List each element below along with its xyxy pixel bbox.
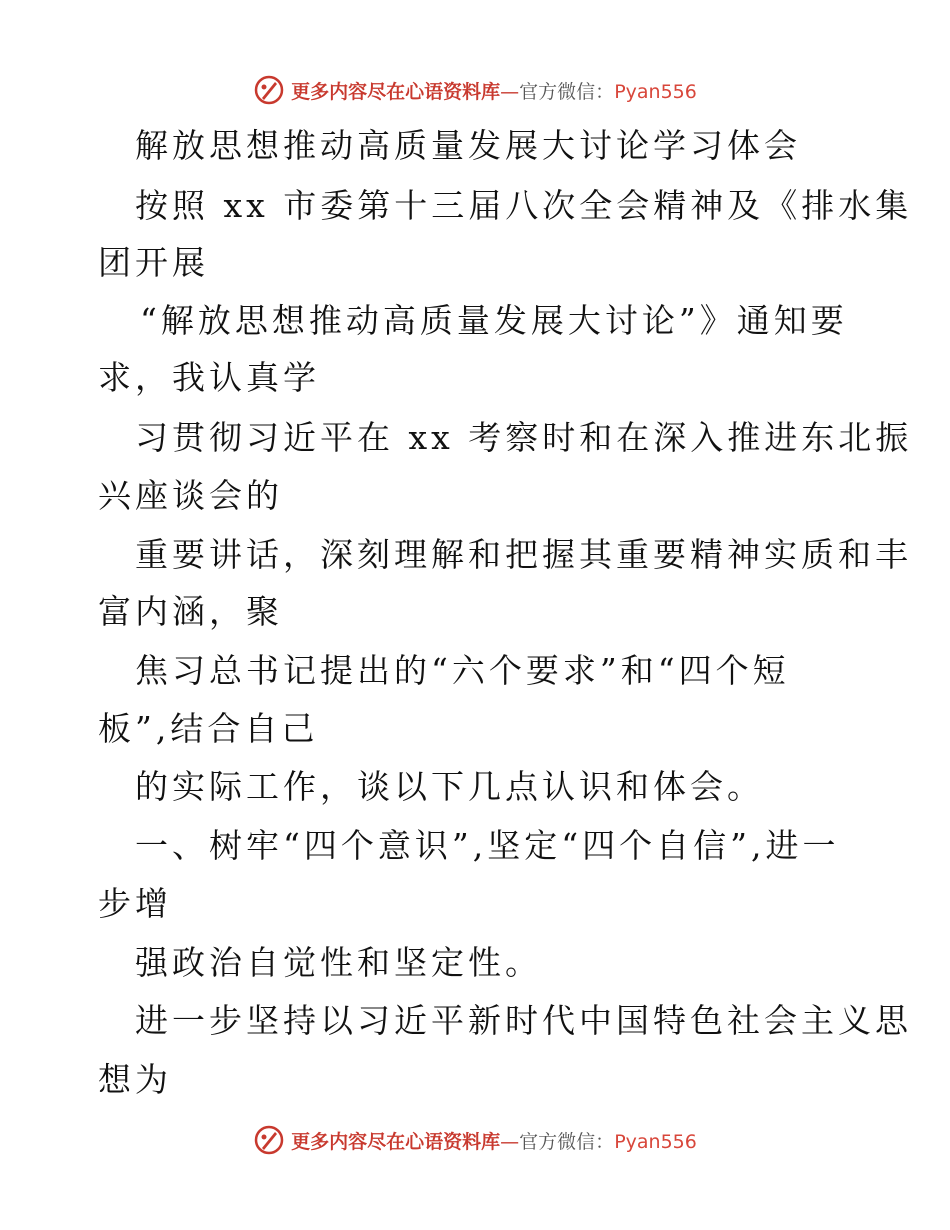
paragraph-line: 板”,结合自己 [98, 709, 319, 748]
paragraph-line: 求，我认真学 [98, 358, 320, 397]
banner-wechat-id: Pyan556 [614, 80, 697, 103]
section-heading-line: 强政治自觉性和坚定性。 [135, 943, 542, 982]
banner-dash: — [500, 1130, 520, 1153]
paragraph-line: 的实际工作，谈以下几点认识和体会。 [135, 767, 764, 806]
banner-wechat-id: Pyan556 [614, 1130, 697, 1153]
paragraph-line: 团开展 [98, 243, 209, 282]
banner-wechat-label: 官方微信： [519, 80, 615, 103]
paragraph-line: 习贯彻习近平在 xx 考察时和在深入推进东北振 [135, 418, 913, 457]
paragraph-line: 焦习总书记提出的“六个要求”和“四个短 [135, 651, 790, 690]
quill-logo-icon [253, 1124, 285, 1156]
banner-main-text: 更多内容尽在心语资料库 [291, 80, 501, 103]
header-banner [0, 70, 950, 110]
banner-text [291, 77, 697, 104]
banner-dash: — [500, 80, 520, 103]
document-title: 解放思想推动高质量发展大讨论学习体会 [135, 126, 801, 165]
paragraph-line: “解放思想推动高质量发展大讨论”》通知要 [140, 301, 848, 340]
section-heading-line: 步增 [98, 884, 172, 923]
banner-main-text: 更多内容尽在心语资料库 [291, 1130, 501, 1153]
quill-logo-icon [253, 74, 285, 106]
footer-banner [0, 1120, 950, 1160]
banner-wechat-label: 官方微信： [519, 1130, 615, 1153]
paragraph-line: 按照 xx 市委第十三届八次全会精神及《排水集 [135, 186, 913, 225]
paragraph-line: 富内涵，聚 [98, 592, 283, 631]
section-heading-line: 一、树牢“四个意识”,坚定“四个自信”,进一 [135, 826, 840, 865]
paragraph-line: 想为 [98, 1060, 172, 1099]
banner-text [291, 1127, 697, 1154]
paragraph-line: 重要讲话，深刻理解和把握其重要精神实质和丰 [135, 535, 912, 574]
paragraph-line: 兴座谈会的 [98, 476, 283, 515]
paragraph-line: 进一步坚持以习近平新时代中国特色社会主义思 [135, 1001, 912, 1040]
